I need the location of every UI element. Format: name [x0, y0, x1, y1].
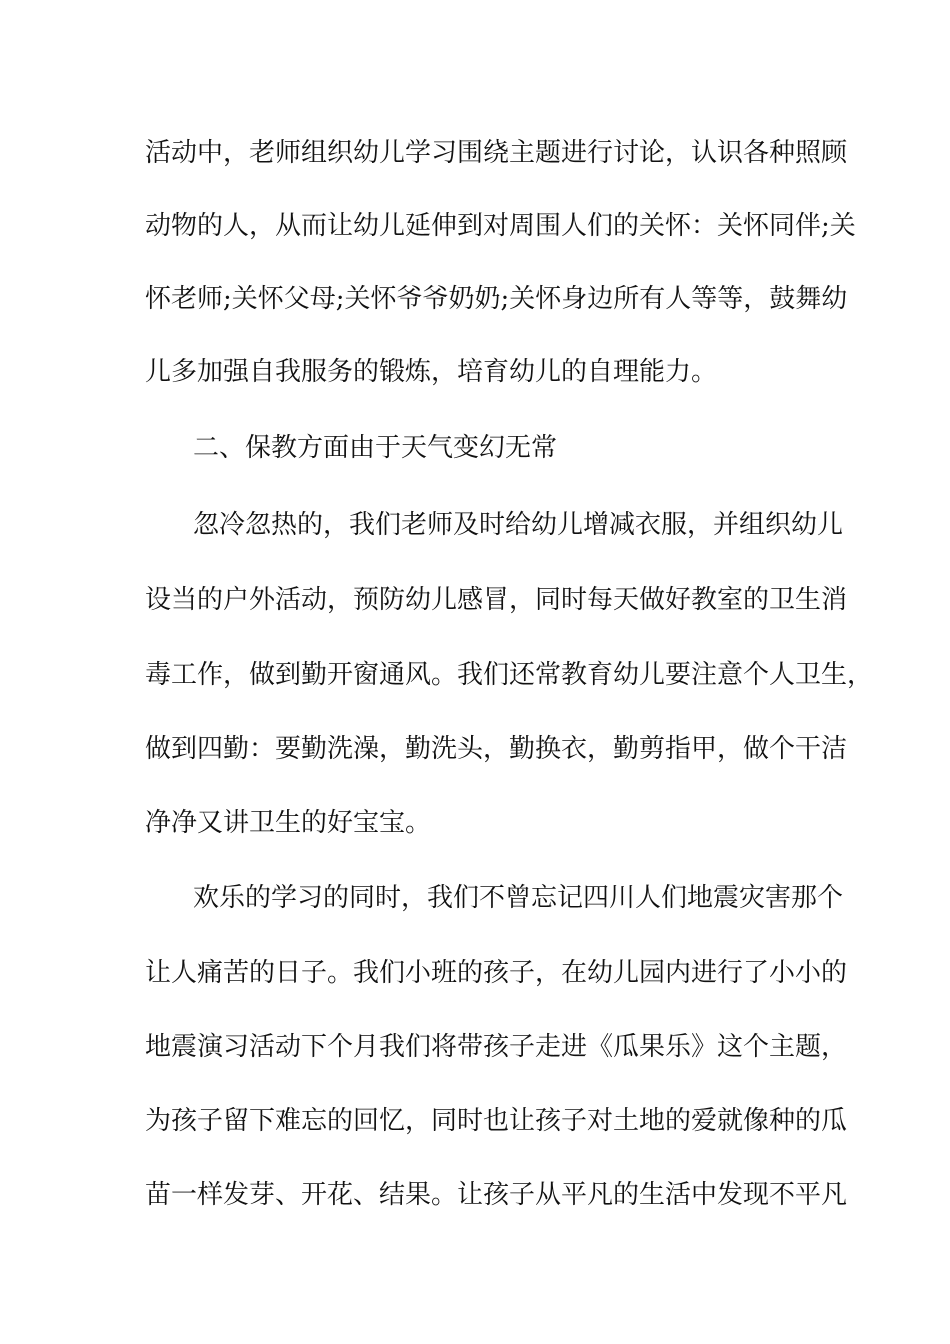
text-line: 怀老师;关怀父母;关怀爷爷奶奶;关怀身边所有人等等，鼓舞幼 — [145, 284, 848, 314]
section-heading: 二、保教方面由于天气变幻无常 — [193, 433, 558, 463]
text-line: 毒工作，做到勤开窗通风。我们还常教育幼儿要注意个人卫生， — [145, 660, 874, 690]
text-line: 动物的人，从而让幼儿延伸到对周围人们的关怀：关怀同伴;关 — [145, 211, 856, 241]
text-line: 活动中，老师组织幼儿学习围绕主题进行讨论，认识各种照顾 — [145, 138, 848, 168]
text-line: 为孩子留下难忘的回忆，同时也让孩子对土地的爱就像种的瓜 — [145, 1106, 848, 1136]
text-line: 儿多加强自我服务的锻炼，培育幼儿的自理能力。 — [145, 357, 718, 387]
text-line: 净净又讲卫生的好宝宝。 — [145, 808, 432, 838]
text-line: 欢乐的学习的同时，我们不曾忘记四川人们地震灾害那个 — [193, 883, 844, 913]
text-line: 做到四勤：要勤洗澡，勤洗头，勤换衣，勤剪指甲，做个干洁 — [145, 734, 848, 764]
text-line: 忽冷忽热的，我们老师及时给幼儿增减衣服，并组织幼儿 — [193, 510, 844, 540]
text-line: 让人痛苦的日子。我们小班的孩子，在幼儿园内进行了小小的 — [145, 958, 848, 988]
text-line: 苗一样发芽、开花、结果。让孩子从平凡的生活中发现不平凡 — [145, 1180, 848, 1210]
text-line: 设当的户外活动，预防幼儿感冒，同时每天做好教室的卫生消 — [145, 585, 848, 615]
text-line: 地震演习活动下个月我们将带孩子走进《瓜果乐》这个主题， — [145, 1032, 848, 1062]
